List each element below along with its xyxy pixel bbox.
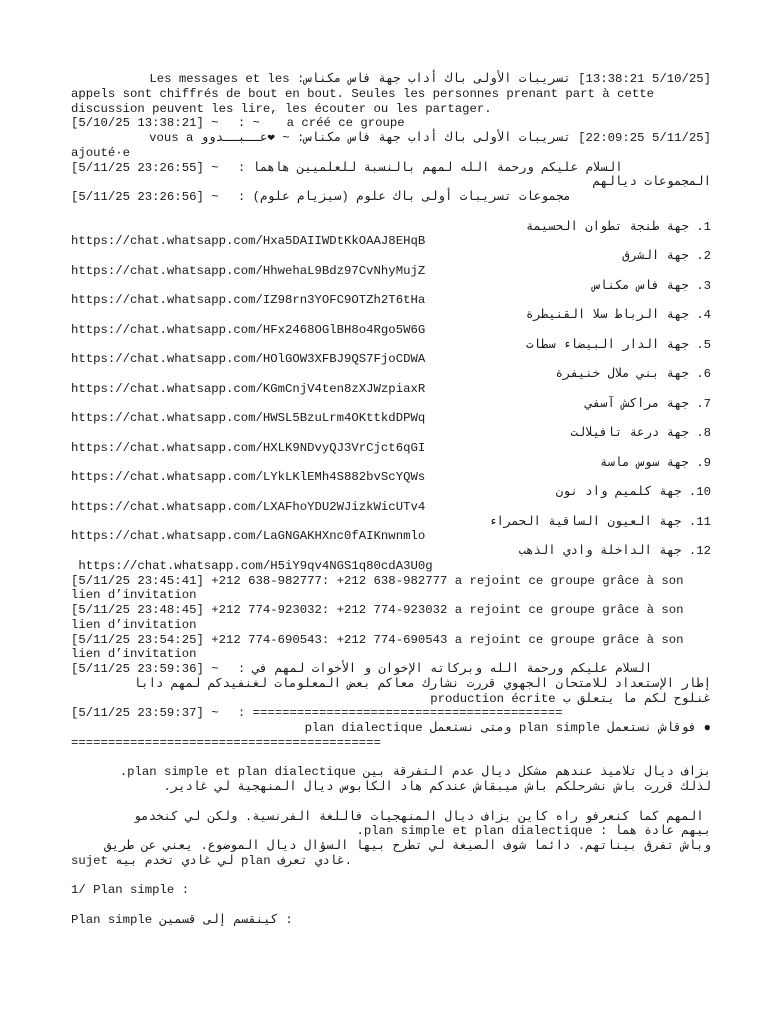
chat-message: [5/11/25 23:59:36] ~ ㅤ: السلام عليكم ورحمة الله وبركاته الإخوان و الأخوات لمهم في — [71, 662, 653, 676]
join-notice: [5/11/25 23:54:25] +212 774-690543: +212 774-690543 a rejoint ce groupe grâce à son — [71, 632, 684, 647]
group-invite-link: https://chat.whatsapp.com/Hxa5DAIIWDtKkOAAJ8EHqB — [71, 234, 426, 249]
chat-message: [5/11/25 23:26:55] ~ ㅤ: السلام عليكم ورحمة الله لمهم بالنسبة للعلميين هاهما — [71, 160, 623, 175]
group-invite-link: https://chat.whatsapp.com/HWSL5BzuLrm4OKttkdDPWq — [71, 411, 426, 426]
chat-message: sujet لي غادي تخدم بيه plan غادي تعرف. — [71, 853, 352, 868]
group-invite-link: https://chat.whatsapp.com/LYkLKlEMh4S882bvScYQWs — [71, 470, 426, 485]
group-invite-link: https://chat.whatsapp.com/HFx2468OGlBH8o4Rgo5W6G — [71, 322, 426, 337]
group-region-label: 12. جهة الداخلة وادي الذهب — [518, 544, 711, 558]
group-invite-link: https://chat.whatsapp.com/KGmCnjV4ten8zXJWzpiaxR — [71, 381, 426, 396]
group-invite-link: https://chat.whatsapp.com/HhwehaL9Bdz97CvNhyMujZ — [71, 263, 426, 278]
group-invite-link: https://chat.whatsapp.com/H5iY9qv4NGS1q80cdA3U0g — [71, 558, 433, 573]
chat-message: [5/11/25 23:59:37] ~ ㅤ: ========================================== — [71, 706, 563, 721]
join-notice: lien d’invitation — [71, 617, 197, 632]
chat-export-document — [71, 72, 711, 928]
chat-message: وباش تفرق بيناتهم. دائما شوف الصيغة لي تطرح بيها السؤال ديال الموضوع. يعني عن طريق — [104, 839, 711, 853]
system-message: appels sont chiffrés de bout en bout. Seules les personnes prenant part à cette — [71, 86, 654, 101]
group-region-label: 3. جهة فاس مكناس — [592, 278, 711, 293]
join-notice: [5/11/25 23:48:45] +212 774-923032: +212 774-923032 a rejoint ce groupe grâce à son — [71, 603, 684, 617]
group-invite-link: https://chat.whatsapp.com/LaGNGAKHXnc0fAIKnwnmlo — [71, 529, 426, 544]
group-invite-link: https://chat.whatsapp.com/LXAFhoYDU2WJizkWicUTv4 — [71, 499, 426, 514]
system-message: [5/10/25 13:38:21] تسريبات الأولى باك أداب جهة فاس مكناس: Les messages et les — [149, 72, 711, 86]
chat-message: المهم كما كنعرفو راه كاين بزاف ديال المنهجيات فاللغة الفرنسية. ولكن لي كنخدمو — [133, 809, 711, 824]
system-message: ajouté·e — [71, 145, 131, 160]
chat-message: Plan simple كينقسم إلى قسمين : — [71, 912, 293, 927]
group-region-label: 11. جهة العيون الساقية الحمراء — [489, 514, 711, 529]
chat-message: بيهم عادة هما : plan simple et plan dialectique. — [356, 824, 711, 839]
blank-line — [71, 869, 711, 884]
group-invite-link: https://chat.whatsapp.com/IZ98rn3YOFC9OTZh2T6tHa — [71, 293, 426, 308]
join-notice: lien d’invitation — [71, 647, 197, 662]
blank-line — [71, 795, 711, 810]
chat-message: إطار الإستعداد للامتحان الجهوي قررت نشارك معاكم بعض المعلومات لغنفيدكم لمهم دابا — [133, 676, 711, 691]
group-region-label: 10. جهة كلميم واد نون — [555, 485, 711, 499]
system-message: [5/10/25 13:38:21] ~ ㅤ: ~ ㅤ a créé ce groupe — [71, 116, 405, 131]
group-region-label: 2. جهة الشرق — [622, 249, 711, 263]
group-region-label: 8. جهة درعة تافيلالت — [570, 426, 711, 440]
group-region-label: 5. جهة الدار البيضاء سطات — [526, 337, 711, 352]
group-region-label: 1. جهة طنجة تطوان الحسيمة — [526, 219, 711, 234]
blank-line — [71, 205, 711, 220]
chat-message: لذلك قررت باش نشرحلكم باش ميبقاش عندكم هاد الكابوس ديال المنهجية لي غادير. — [163, 780, 711, 794]
chat-message: [5/11/25 23:26:56] ~ ㅤ: مجموعات تسريبات أولى باك علوم (سيزيام علوم) — [71, 190, 571, 204]
group-invite-link: https://chat.whatsapp.com/HOlGOW3XFBJ9QS7FjoCDWA — [71, 352, 426, 367]
system-message: [5/11/25 22:09:25] تسريبات الأولى باك أداب جهة فاس مكناس: ~ ❤عــبــدوو vous a — [149, 131, 711, 145]
section-heading: 1/ Plan simple : — [71, 883, 190, 898]
group-region-label: 9. جهة سوس ماسة — [600, 455, 711, 470]
group-region-label: 6. جهة بني ملال خنيفرة — [555, 367, 711, 381]
blank-line — [71, 898, 711, 913]
group-region-label: 7. جهة مراكش آسفي — [585, 396, 711, 411]
join-notice: lien d’invitation — [71, 588, 197, 603]
group-invite-link: https://chat.whatsapp.com/HXLK9NDvyQJ3VrCjct6qGI — [71, 440, 426, 455]
chat-message: ========================================== — [71, 735, 381, 750]
chat-message: ● فوقاش نستعمل plan simple ومتى نستعمل plan dialectique — [304, 721, 711, 735]
system-message: discussion peuvent les lire, les écouter ou les partager. — [71, 101, 492, 116]
join-notice: [5/11/25 23:45:41] +212 638-982777: +212 638-982777 a rejoint ce groupe grâce à son — [71, 573, 684, 588]
chat-message: غنلوح لكم ما يتعلق ب production écrite — [430, 691, 711, 706]
group-region-label: 4. جهة الرباط سلا القنيطرة — [526, 308, 711, 322]
blank-line — [71, 751, 711, 766]
chat-message: المجموعات ديالهم — [592, 175, 711, 190]
chat-message: بزاف ديال تلاميذ عندهم مشكل ديال عدم التفرقة بين plan simple et plan dialectique. — [119, 765, 711, 780]
